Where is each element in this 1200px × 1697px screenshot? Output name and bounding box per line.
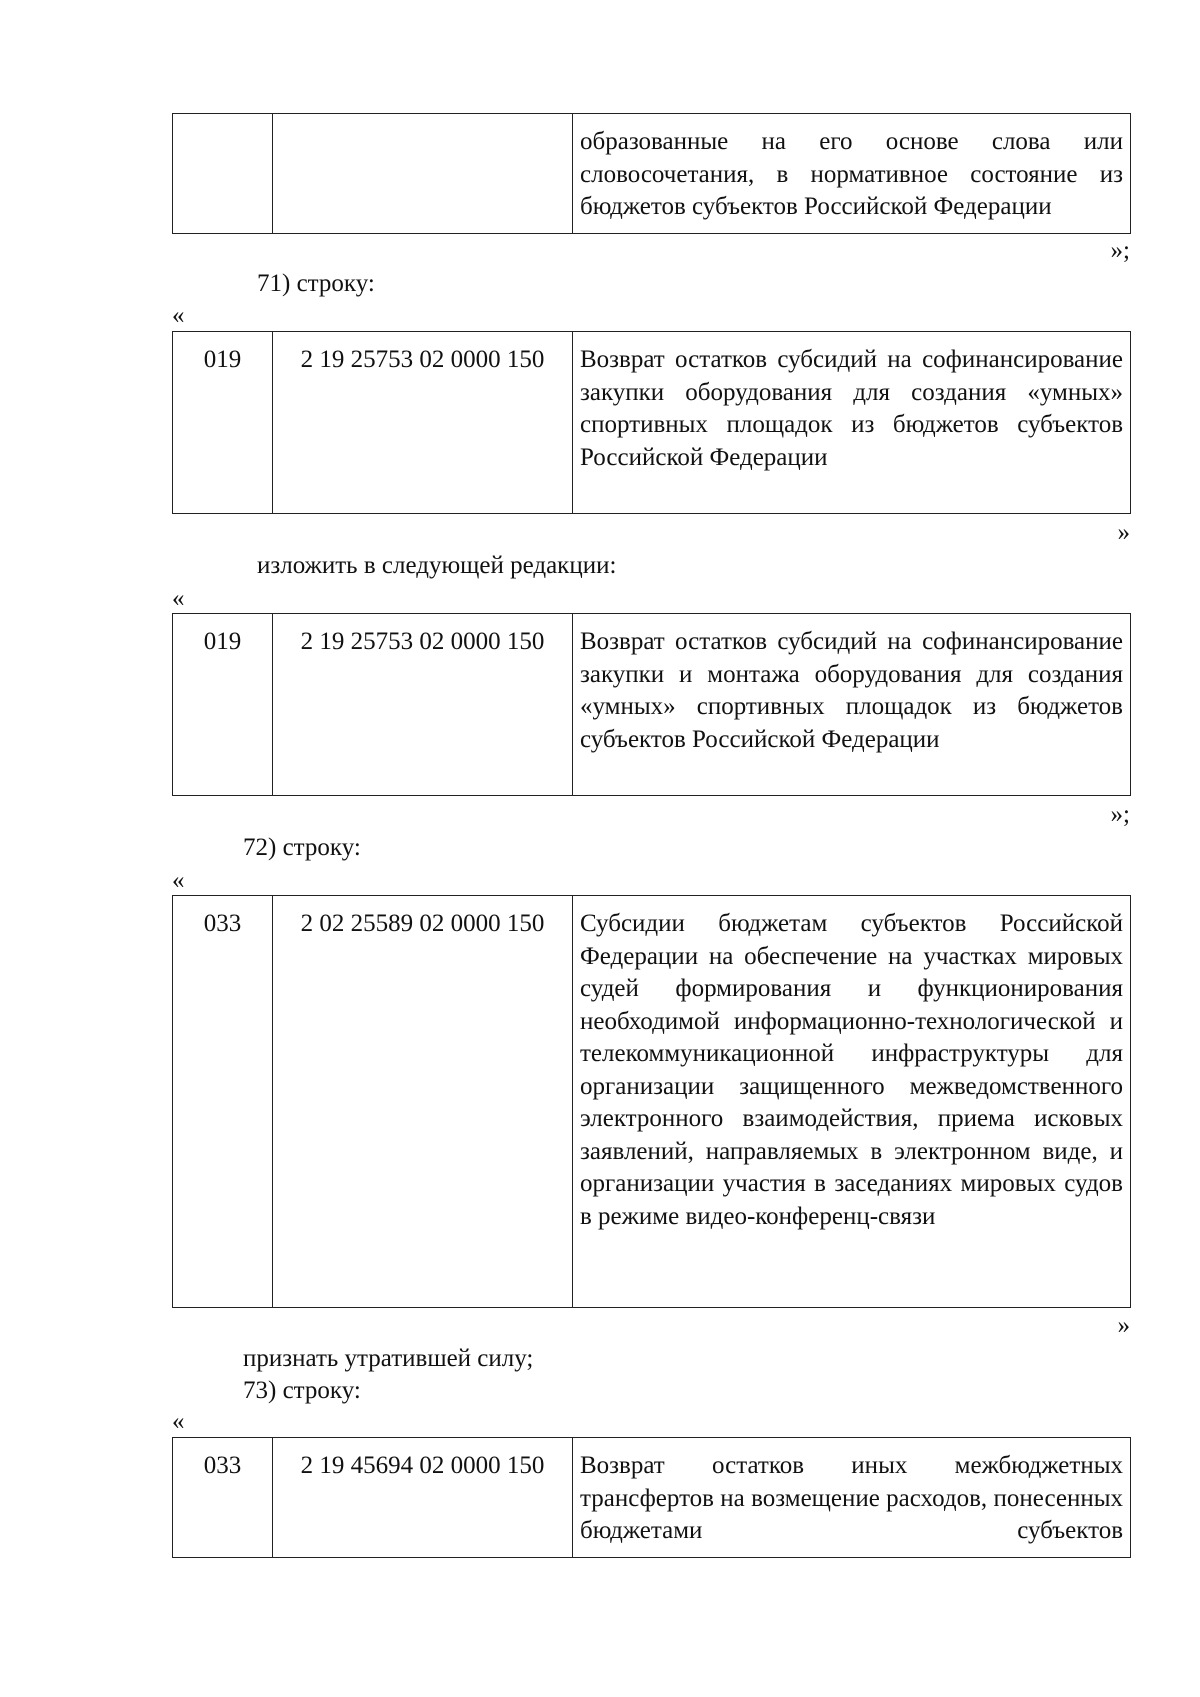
description-cell: Возврат остатков субсидий на софинансирование закупки и монтажа оборудования для создания «умных» спортивных площадок из бюджетов субъектов Российской Федерации — [573, 614, 1131, 796]
description-cell: образованные на его основе слова или словосочетания, в нормативное состояние из бюджетов субъектов Российской Федерации — [573, 114, 1131, 234]
closing-quote: »; — [1110, 801, 1130, 828]
kbk-cell: 2 19 25753 02 0000 150 — [273, 614, 573, 796]
description-cell: Возврат остатков субсидий на софинансирование закупки оборудования для создания «умных» спортивных площадок из бюджетов субъектов Российской Федерации — [573, 332, 1131, 514]
description-cell: Субсидии бюджетам субъектов Российской Федерации на обеспечение на участках мировых судей формирования и функционирования необходимой информационно-технологической и телекоммуникационной инфраструктуры для организации защищенного межведомственного электронного взаимодействия, приема исковых заявлений, направляемых в электронном виде, и организации участия в заседаниях мировых судов в режиме видео-конференц-связи — [573, 896, 1131, 1308]
kbk-cell: 2 02 25589 02 0000 150 — [273, 896, 573, 1308]
code-cell — [173, 114, 273, 234]
kbk-cell: 2 19 25753 02 0000 150 — [273, 332, 573, 514]
repeal-text: признать утратившей силу; — [243, 1345, 534, 1372]
table-item-72 — [172, 895, 1131, 1308]
table-row — [173, 332, 1131, 514]
opening-quote: « — [172, 867, 185, 894]
code-cell: 019 — [173, 332, 273, 514]
opening-quote: « — [172, 1408, 185, 1435]
table-row — [173, 614, 1131, 796]
table-row — [173, 896, 1131, 1308]
table-item-71-new — [172, 613, 1131, 796]
code-cell: 033 — [173, 896, 273, 1308]
opening-quote: « — [172, 585, 185, 612]
restate-label: изложить в следующей редакции: — [257, 552, 617, 579]
code-cell: 019 — [173, 614, 273, 796]
table-row — [173, 114, 1131, 234]
closing-quote: » — [1117, 1312, 1130, 1339]
table-item-73 — [172, 1437, 1131, 1558]
closing-quote: » — [1117, 519, 1130, 546]
description-cell: Возврат остатков иных межбюджетных трансфертов на возмещение расходов, понесенных бюджетами субъектов — [573, 1438, 1131, 1558]
opening-quote: « — [172, 302, 185, 329]
kbk-cell: 2 19 45694 02 0000 150 — [273, 1438, 573, 1558]
kbk-cell — [273, 114, 573, 234]
table-item-71-old — [172, 331, 1131, 514]
item-72-label: 72) строку: — [243, 834, 361, 861]
closing-quote: »; — [1110, 237, 1130, 264]
item-73-label: 73) строку: — [243, 1377, 361, 1404]
table-continued — [172, 113, 1131, 234]
code-cell: 033 — [173, 1438, 273, 1558]
item-71-label: 71) строку: — [257, 270, 375, 297]
table-row — [173, 1438, 1131, 1558]
